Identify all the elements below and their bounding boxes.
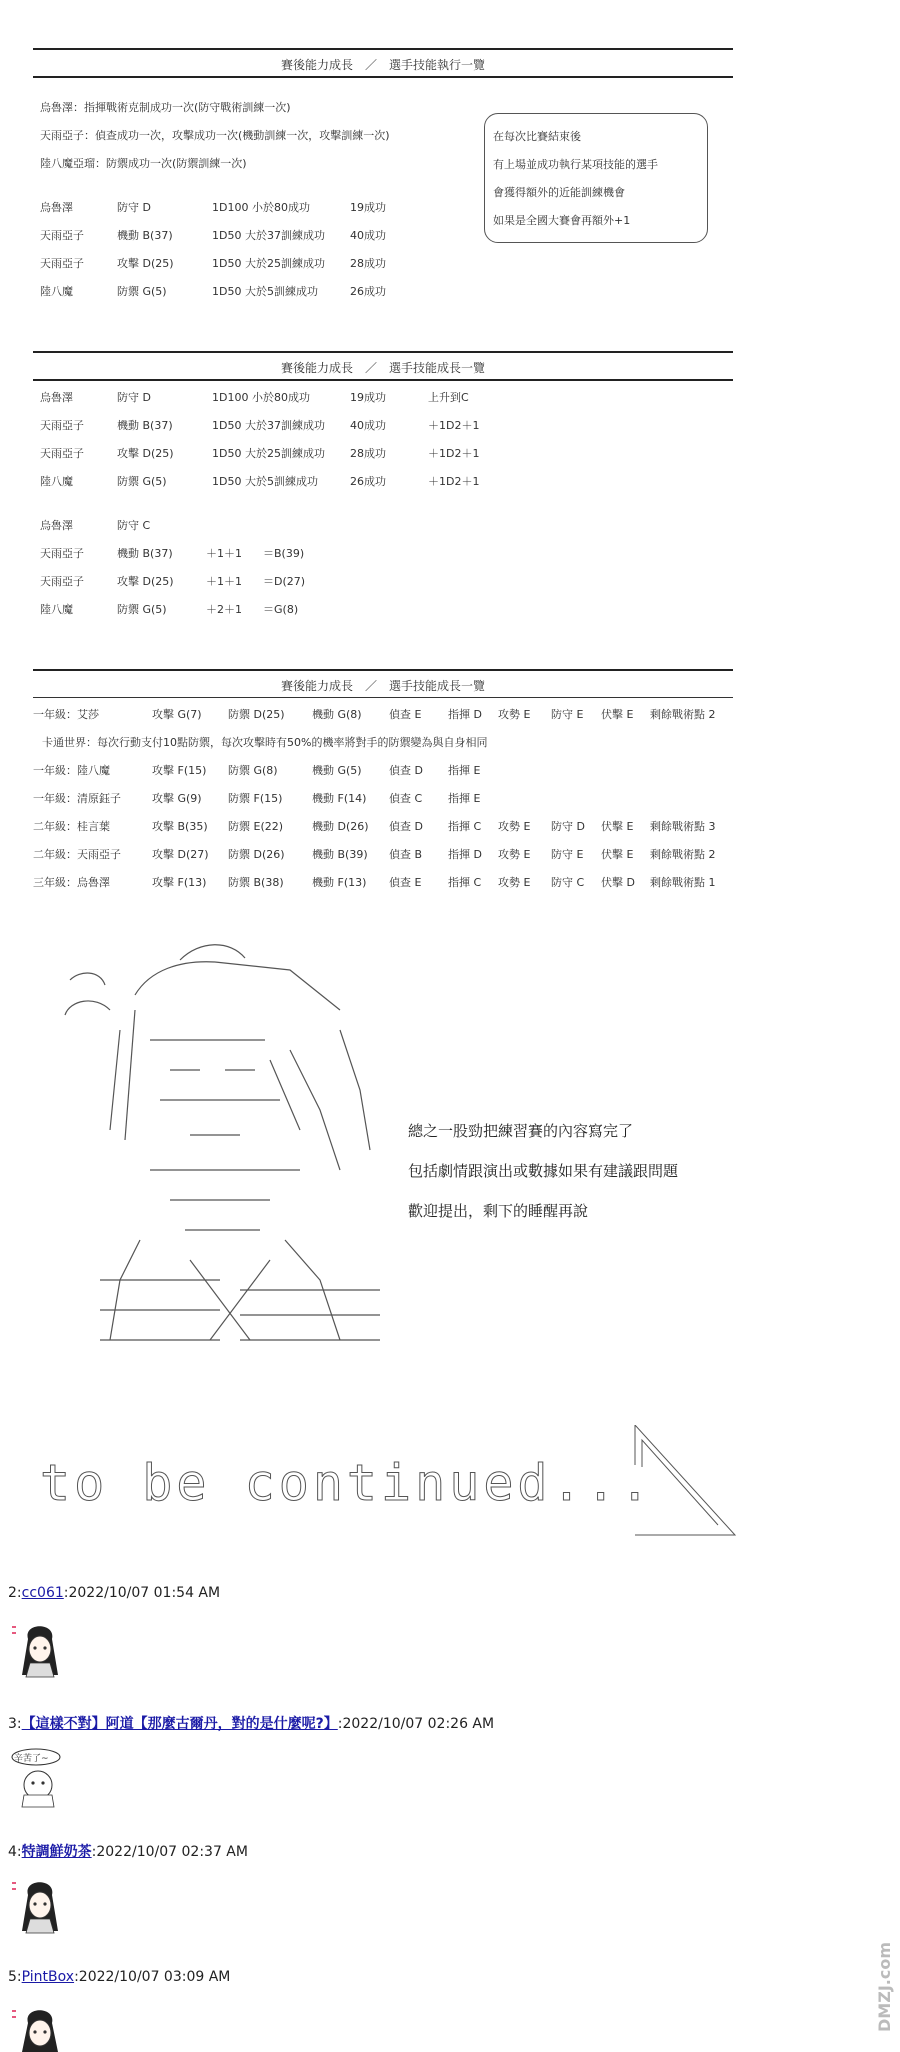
cell-scout: 偵查 B (389, 848, 423, 861)
cell-ambush: 伏擊 D (601, 876, 635, 889)
cell-command: 指揮 C (448, 876, 482, 889)
cell-skill: 機動 B(37) (117, 229, 173, 242)
cell-add: ＋1＋1 (206, 575, 242, 588)
cell-mobility: 機動 G(5) (312, 764, 362, 777)
cell-result: 28成功 (350, 257, 386, 270)
section1-note-2: 天雨亞子：偵查成功一次，攻擊成功一次(機動訓練一次，攻擊訓練一次) (40, 129, 390, 142)
section2-top-rule (33, 351, 733, 353)
cell-name: 天雨亞子 (40, 447, 84, 460)
cell-scout: 偵查 D (389, 764, 423, 777)
section1-bottom-rule (33, 76, 733, 78)
cell-attack: 攻擊 F(13) (152, 876, 207, 889)
cell-result: 19成功 (350, 201, 386, 214)
speech-line-1: 總之一股勁把練習賽的內容寫完了 (408, 1122, 634, 1140)
cell-roll: 1D50 大於37訓練成功 (212, 229, 325, 242)
cell-result: 28成功 (350, 447, 386, 460)
cell-mobility: 機動 F(14) (312, 792, 367, 805)
comment-number: 4 (8, 1844, 17, 1860)
cell-skill: 機動 B(37) (117, 419, 173, 432)
cell-offense: 攻勢 E (498, 708, 531, 721)
cell-skill: 攻擊 D(25) (117, 447, 174, 460)
cell-player: 一年級：陸八魔 (33, 764, 110, 777)
cell-player: 三年級：烏魯澤 (33, 876, 110, 889)
to-be-continued-text: to be continued... (40, 1454, 654, 1512)
cell-roll: 1D100 小於80成功 (212, 391, 310, 404)
cell-total: ＝D(27) (263, 575, 306, 588)
cell-mobility: 機動 D(26) (312, 820, 369, 833)
watermark-logo (868, 1942, 894, 2032)
cell-skill: 攻擊 D(25) (117, 575, 174, 588)
cell-growth: ＋1D2＋1 (428, 475, 480, 488)
comment-number: 2 (8, 1585, 17, 1601)
cell-guard: 防守 D (551, 820, 585, 833)
cell-roll: 1D50 大於25訓練成功 (212, 447, 325, 460)
cell-scout: 偵查 E (389, 876, 422, 889)
section3-bottom-rule (33, 697, 733, 698)
comment-3: 3:【這樣不對】阿道【那麼古爾丹，對的是什麼呢?】:2022/10/07 02:26 AM (8, 1716, 495, 1732)
cell-total: ＝G(8) (263, 603, 299, 616)
cell-name: 陸八魔 (40, 603, 73, 616)
avatar (8, 1873, 70, 1935)
cell-guard: 防守 E (551, 848, 584, 861)
comment-time: 2022/10/07 02:37 AM (96, 1844, 248, 1860)
cell-skill: 防守 D (117, 391, 151, 404)
cell-growth: ＋1D2＋1 (428, 419, 480, 432)
cell-name: 天雨亞子 (40, 229, 84, 242)
comment-2: 2:cc061:2022/10/07 01:54 AM (8, 1585, 221, 1601)
cell-result: 26成功 (350, 475, 386, 488)
cell-skill: 防禦 G(5) (117, 603, 167, 616)
watermark-text: DMZJ.com (875, 1942, 894, 2032)
cell-attack: 攻擊 B(35) (152, 820, 208, 833)
comment-5: 5:PintBox:2022/10/07 03:09 AM (8, 1969, 231, 1985)
cell-roll: 1D100 小於80成功 (212, 201, 310, 214)
cell-player: 二年級：桂言葉 (33, 820, 110, 833)
cell-command: 指揮 D (448, 848, 482, 861)
bubble-line-1: 在每次比賽結束後 (493, 130, 581, 143)
comment-number: 5 (8, 1969, 17, 1985)
cell-skill: 防禦 G(5) (117, 475, 167, 488)
cell-offense: 攻勢 E (498, 820, 531, 833)
cell-growth: 上升到C (428, 391, 469, 404)
cell-name: 天雨亞子 (40, 575, 84, 588)
cell-ambush: 伏擊 E (601, 820, 634, 833)
cell-guard: 防守 E (551, 708, 584, 721)
cell-player: 一年級：艾莎 (33, 708, 99, 721)
speech-line-2: 包括劇情跟演出或數據如果有建議跟問題 (408, 1162, 679, 1180)
bubble-line-3: 會獲得額外的近能訓練機會 (493, 186, 625, 199)
cell-defense: 防禦 F(15) (228, 792, 283, 805)
comment-user-link[interactable]: 特調鮮奶茶 (21, 1844, 92, 1860)
cell-name: 陸八魔 (40, 475, 73, 488)
comment-time: 2022/10/07 03:09 AM (78, 1969, 231, 1985)
section1-top-rule (33, 48, 733, 50)
cell-roll: 1D50 大於25訓練成功 (212, 257, 325, 270)
cell-defense: 防禦 E(22) (228, 820, 284, 833)
cell-skill: 防禦 G(5) (117, 285, 167, 298)
section1-note-1: 烏魯澤：指揮戰術克制成功一次(防守戰術訓練一次) (40, 101, 291, 114)
cell-mobility: 機動 F(13) (312, 876, 367, 889)
cell-ambush: 伏擊 E (601, 848, 634, 861)
cell-player: 二年級：天雨亞子 (33, 848, 121, 861)
cell-defense: 防禦 D(26) (228, 848, 285, 861)
cell-scout: 偵查 C (389, 792, 423, 805)
comment-4: 4:特調鮮奶茶:2022/10/07 02:37 AM (8, 1844, 248, 1860)
cell-attack: 攻擊 G(7) (152, 708, 202, 721)
avatar (8, 2001, 70, 2052)
cell-attack: 攻擊 D(27) (152, 848, 209, 861)
comment-time: 2022/10/07 01:54 AM (68, 1585, 221, 1601)
bubble-line-2: 有上場並成功執行某項技能的選手 (493, 158, 658, 171)
cell-tactic-points: 剩餘戰術點 1 (650, 876, 716, 889)
cell-name: 天雨亞子 (40, 257, 84, 270)
section1-title: 賽後能力成長 ／ 選手技能執行一覽 (280, 58, 485, 72)
ascii-art-character-illustration (40, 940, 400, 1370)
cell-skill: 防守 C (117, 519, 151, 532)
cell-skill: 攻擊 D(25) (117, 257, 174, 270)
section3-top-rule (33, 669, 733, 671)
avatar (8, 1617, 70, 1679)
cell-name: 烏魯澤 (40, 519, 73, 532)
cell-command: 指揮 C (448, 820, 482, 833)
cell-defense: 防禦 B(38) (228, 876, 284, 889)
cell-tactic-points: 剩餘戰術點 2 (650, 848, 716, 861)
section1-note-3: 陸八魔亞瑠：防禦成功一次(防禦訓練一次) (40, 157, 247, 170)
cell-name: 烏魯澤 (40, 391, 73, 404)
cell-command: 指揮 E (448, 792, 481, 805)
cell-offense: 攻勢 E (498, 848, 531, 861)
cell-tactic-points: 剩餘戰術點 2 (650, 708, 716, 721)
comment-user-link[interactable]: cc061 (21, 1585, 64, 1601)
cell-roll: 1D50 大於5訓練成功 (212, 285, 318, 298)
cell-command: 指揮 E (448, 764, 481, 777)
cell-add: ＋1＋1 (206, 547, 242, 560)
cell-skill: 機動 B(37) (117, 547, 173, 560)
comment-user-link[interactable]: 【這樣不對】阿道【那麼古爾丹，對的是什麼呢?】 (21, 1716, 338, 1732)
cell-attack: 攻擊 F(15) (152, 764, 207, 777)
section3-note: 卡通世界：每次行動支付10點防禦，每次攻擊時有50%的機率將對手的防禦變為與自身相同 (42, 736, 488, 749)
cell-scout: 偵查 E (389, 708, 422, 721)
arrow-icon (630, 1425, 740, 1540)
cell-roll: 1D50 大於5訓練成功 (212, 475, 318, 488)
section2-title: 賽後能力成長 ／ 選手技能成長一覽 (280, 361, 485, 375)
cell-scout: 偵查 D (389, 820, 423, 833)
cell-command: 指揮 D (448, 708, 482, 721)
bubble-line-4: 如果是全國大賽會再額外+1 (493, 214, 631, 227)
cell-tactic-points: 剩餘戰術點 3 (650, 820, 716, 833)
cell-ambush: 伏擊 E (601, 708, 634, 721)
section3-title: 賽後能力成長 ／ 選手技能成長一覽 (280, 679, 485, 693)
cell-skill: 防守 D (117, 201, 151, 214)
cell-add: ＋2＋1 (206, 603, 242, 616)
cell-player: 一年級：清原鈺子 (33, 792, 121, 805)
cell-guard: 防守 C (551, 876, 585, 889)
cell-name: 陸八魔 (40, 285, 73, 298)
cell-offense: 攻勢 E (498, 876, 531, 889)
cell-result: 40成功 (350, 419, 386, 432)
cell-mobility: 機動 B(39) (312, 848, 368, 861)
cell-roll: 1D50 大於37訓練成功 (212, 419, 325, 432)
comment-number: 3 (8, 1716, 17, 1732)
cell-name: 天雨亞子 (40, 547, 84, 560)
comment-time: 2022/10/07 02:26 AM (342, 1716, 495, 1732)
speech-line-3: 歡迎提出，剩下的睡醒再說 (408, 1202, 589, 1220)
cell-defense: 防禦 G(8) (228, 764, 278, 777)
cell-attack: 攻擊 G(9) (152, 792, 202, 805)
section2-bottom-rule (33, 379, 733, 381)
cell-growth: ＋1D2＋1 (428, 447, 480, 460)
cell-result: 40成功 (350, 229, 386, 242)
cell-name: 天雨亞子 (40, 419, 84, 432)
cell-defense: 防禦 D(25) (228, 708, 285, 721)
cell-name: 烏魯澤 (40, 201, 73, 214)
cell-result: 26成功 (350, 285, 386, 298)
cell-mobility: 機動 G(8) (312, 708, 362, 721)
comment-user-link[interactable]: PintBox (21, 1969, 75, 1985)
cell-result: 19成功 (350, 391, 386, 404)
avatar-caption: 辛苦了~ (14, 1754, 49, 1764)
cell-total: ＝B(39) (263, 547, 305, 560)
